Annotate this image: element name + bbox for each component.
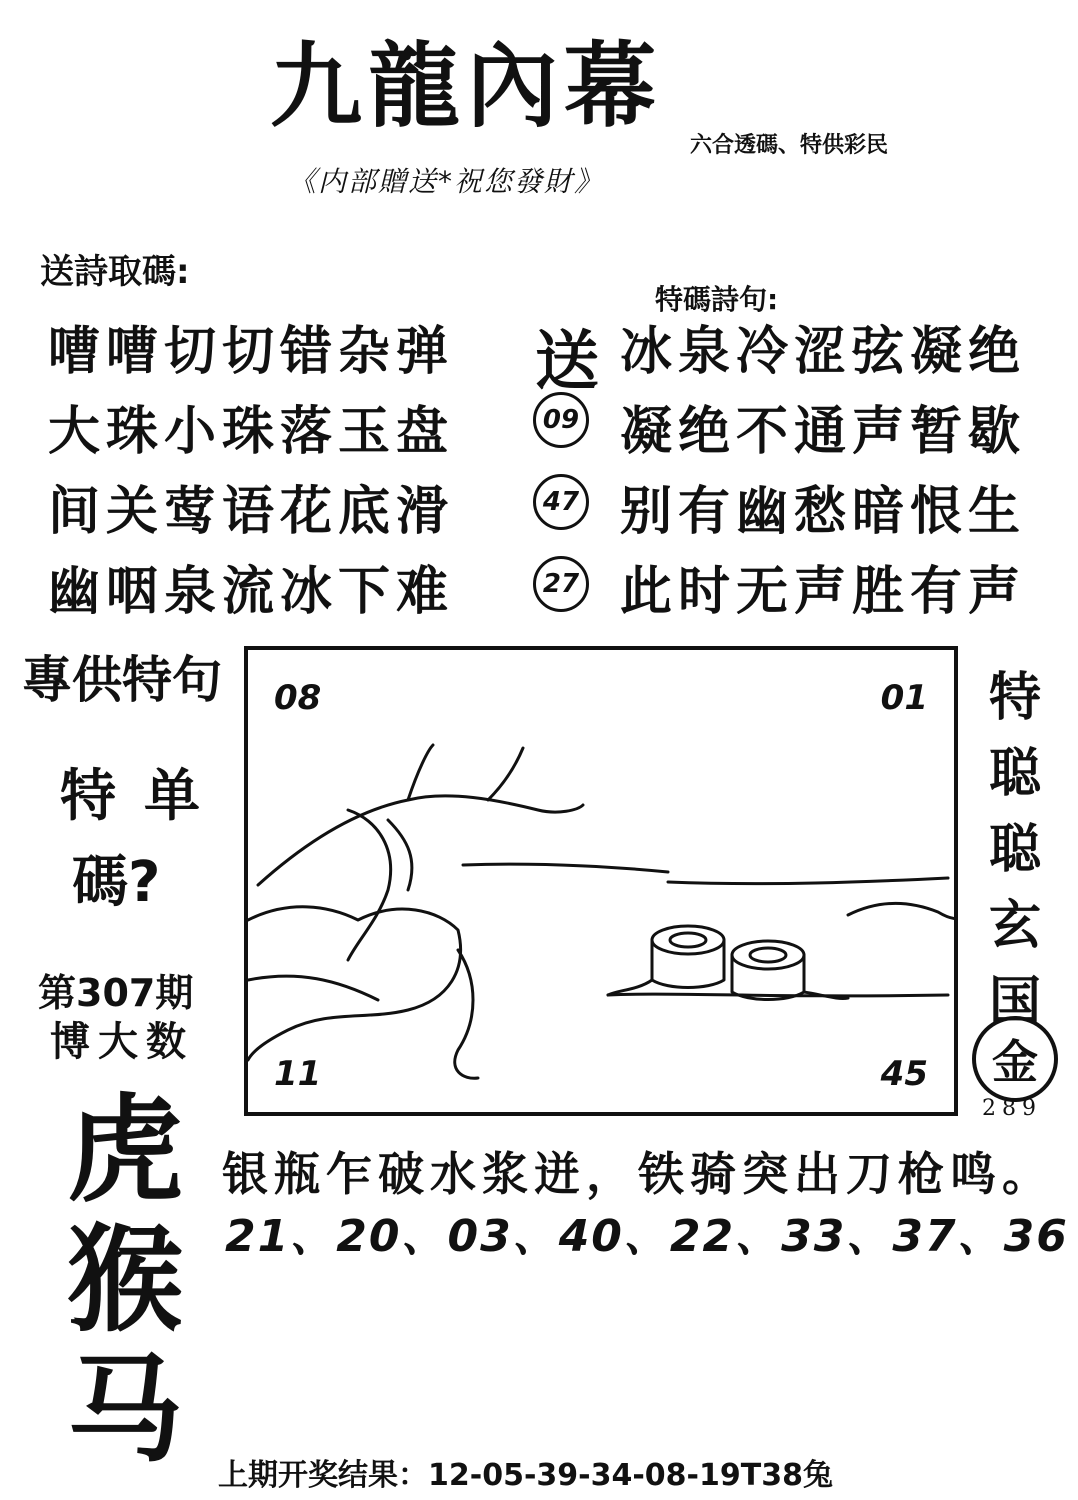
special-poem-heading: 特碼詩句: xyxy=(655,283,779,316)
blessing-text: 《内部贈送*祝您發財》 xyxy=(288,165,605,198)
page-number: 289 xyxy=(982,1096,1042,1121)
right-char: 特 xyxy=(988,668,1041,728)
tree-stump-landscape-illustration-icon xyxy=(248,650,958,1116)
poem-heading: 送詩取碼: xyxy=(40,252,190,292)
big-number-label: 博大数 xyxy=(50,1019,194,1065)
illustration-box xyxy=(244,646,958,1116)
poem-left-lines xyxy=(48,312,454,632)
right-vertical-text xyxy=(980,660,1050,1040)
poem-right-line: 此时无声胜有声 xyxy=(620,562,1027,622)
verse-line: 银瓶乍破水浆迸，铁骑突出刀枪鸣。 xyxy=(222,1147,1054,1201)
circled-number: 09 xyxy=(533,392,589,448)
special-line-2: 特单 xyxy=(60,764,228,829)
corner-number-top-left: 08 xyxy=(274,678,322,718)
circled-number: 27 xyxy=(533,556,589,612)
corner-number-top-right: 01 xyxy=(880,678,928,718)
send-character: 送 xyxy=(535,325,599,399)
corner-number-bottom-left: 11 xyxy=(274,1054,322,1094)
circled-number: 47 xyxy=(533,474,589,530)
zodiac-char: 虎 xyxy=(67,1082,183,1218)
zodiac-list xyxy=(45,1082,205,1478)
gold-seal: 金 xyxy=(972,1016,1058,1102)
right-char: 国 xyxy=(988,972,1041,1032)
issue-number: 第307期 xyxy=(38,971,194,1015)
special-line-3: 碼? xyxy=(72,850,161,915)
corner-number-bottom-right: 45 xyxy=(880,1054,928,1094)
poem-left-line: 大珠小珠落玉盘 xyxy=(48,402,455,462)
poem-left-line: 幽咽泉流冰下难 xyxy=(48,562,455,622)
right-char: 玄 xyxy=(988,896,1041,956)
poem-left-line: 间关莺语花底滑 xyxy=(48,482,455,542)
last-draw-result: 上期开奖结果：12-05-39-34-08-19T38兔 xyxy=(218,1458,833,1493)
zodiac-char: 马 xyxy=(67,1342,183,1478)
right-char: 聪 xyxy=(988,820,1041,880)
special-line-1: 專供特句 xyxy=(22,651,222,709)
subtitle: 六合透碼、特供彩民 xyxy=(690,133,889,158)
poem-right-lines xyxy=(620,312,1026,632)
page-title: 九龍內幕 xyxy=(270,32,663,140)
poem-right-line: 凝绝不通声暂歇 xyxy=(620,402,1027,462)
zodiac-char: 猴 xyxy=(67,1212,183,1348)
right-char: 聪 xyxy=(988,744,1041,804)
poem-right-line: 别有幽愁暗恨生 xyxy=(620,482,1027,542)
poem-left-line: 嘈嘈切切错杂弹 xyxy=(48,322,455,382)
poem-right-line: 冰泉冷涩弦凝绝 xyxy=(620,322,1027,382)
number-list: 21、20、03、40、22、33、37、36 xyxy=(225,1211,1069,1262)
circled-numbers xyxy=(533,392,589,638)
